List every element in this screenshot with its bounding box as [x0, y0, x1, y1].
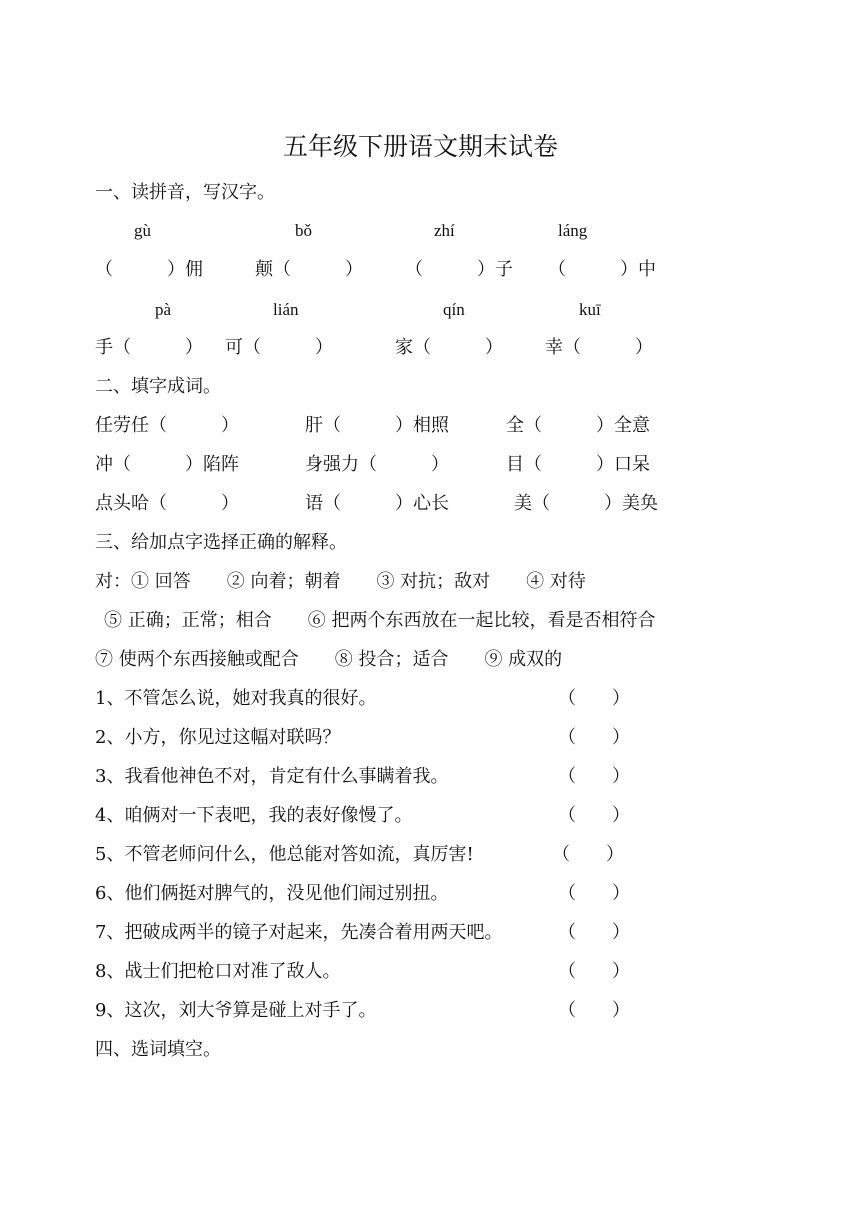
- idiom-blank[interactable]: 语（ ）心长: [305, 493, 449, 514]
- pinyin-label: qín: [443, 300, 465, 319]
- page-title: 五年级下册语文期末试卷: [283, 132, 559, 161]
- answer-blank[interactable]: （ ）: [558, 766, 630, 787]
- answer-blank[interactable]: （ ）: [558, 922, 630, 943]
- question-item: 6、他们俩挺对脾气的，没见他们闹过别扭。: [95, 883, 449, 904]
- idiom-blank[interactable]: 身强力（ ）: [305, 454, 449, 475]
- idiom-blank[interactable]: 全（ ）全意: [506, 415, 650, 436]
- question-item: 1、不管怎么说，她对我真的很好。: [95, 688, 377, 709]
- answer-blank[interactable]: （ ）: [552, 844, 624, 865]
- pinyin-label: gù: [134, 221, 151, 240]
- idiom-blank[interactable]: 冲（ ）陷阵: [95, 454, 239, 475]
- pinyin-label: láng: [558, 221, 588, 240]
- question-item: 2、小方，你见过这幅对联吗？: [95, 727, 341, 748]
- pinyin-label: lián: [273, 300, 299, 319]
- section-1-heading: 一、读拼音，写汉字。: [95, 182, 275, 203]
- fill-blank-word[interactable]: （ ）子: [405, 259, 513, 280]
- idiom-blank[interactable]: 点头哈（ ）: [95, 493, 239, 514]
- definition-line: ⑤ 正确；正常；相合 ⑥ 把两个东西放在一起比较，看是否相符合: [104, 610, 656, 631]
- answer-blank[interactable]: （ ）: [558, 1000, 630, 1021]
- idiom-blank[interactable]: 目（ ）口呆: [506, 454, 650, 475]
- answer-blank[interactable]: （ ）: [558, 805, 630, 826]
- fill-blank-word[interactable]: 幸（ ）: [545, 337, 653, 358]
- question-item: 4、咱俩对一下表吧，我的表好像慢了。: [95, 805, 413, 826]
- fill-blank-word[interactable]: 可（ ）: [225, 337, 333, 358]
- definition-line: ⑦ 使两个东西接触或配合 ⑧ 投合；适合 ⑨ 成双的: [95, 649, 563, 670]
- section-2-heading: 二、填字成词。: [95, 376, 221, 397]
- fill-blank-word[interactable]: 颠（ ）: [255, 259, 363, 280]
- pinyin-label: kuī: [579, 300, 601, 319]
- section-3-heading: 三、给加点字选择正确的解释。: [95, 532, 347, 553]
- definition-line: 对：① 回答 ② 向着；朝着 ③ 对抗；敌对 ④ 对待: [95, 571, 586, 592]
- idiom-blank[interactable]: 美（ ）美奂: [514, 493, 658, 514]
- question-item: 9、这次，刘大爷算是碰上对手了。: [95, 1000, 377, 1021]
- fill-blank-word[interactable]: 家（ ）: [395, 337, 503, 358]
- section-4-heading: 四、选词填空。: [95, 1039, 221, 1060]
- pinyin-label: pà: [155, 300, 172, 319]
- answer-blank[interactable]: （ ）: [558, 727, 630, 748]
- idiom-blank[interactable]: 任劳任（ ）: [95, 415, 239, 436]
- answer-blank[interactable]: （ ）: [558, 688, 630, 709]
- question-item: 7、把破成两半的镜子对起来，先凑合着用两天吧。: [95, 922, 503, 943]
- fill-blank-word[interactable]: （ ）中: [548, 259, 656, 280]
- answer-blank[interactable]: （ ）: [558, 961, 630, 982]
- answer-blank[interactable]: （ ）: [558, 883, 630, 904]
- idiom-blank[interactable]: 肝（ ）相照: [305, 415, 449, 436]
- question-item: 5、不管老师问什么，他总能对答如流，真厉害!: [95, 844, 474, 865]
- pinyin-label: zhí: [434, 221, 455, 240]
- question-item: 3、我看他神色不对，肯定有什么事瞒着我。: [95, 766, 449, 787]
- fill-blank-word[interactable]: 手（ ）: [95, 337, 203, 358]
- pinyin-label: bǒ: [295, 221, 312, 240]
- fill-blank-word[interactable]: （ ）佣: [95, 259, 203, 280]
- question-item: 8、战士们把枪口对准了敌人。: [95, 961, 341, 982]
